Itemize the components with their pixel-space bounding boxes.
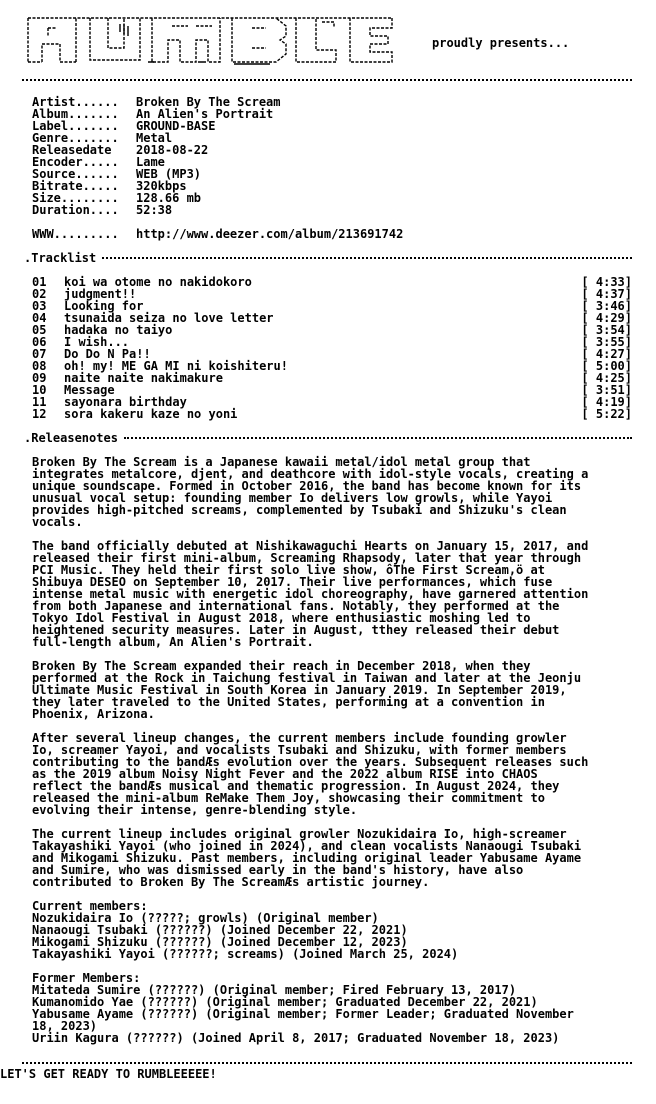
info-value: An Alien's Portrait <box>136 107 274 121</box>
current-members-list: Nozukidaira Io (?????; growls) (Original member) Nanaougi Tsubaki (??????) (Joined December 22, 2021) Mikogami Shizuku (??????) (Joined December 12, 2023) Takayashiki Yayoi (??????; screams) (Joined March 25, 2024) <box>32 911 459 961</box>
releasenotes-heading <box>24 432 632 444</box>
tracklist-rule <box>102 257 632 259</box>
tracklist-heading <box>24 252 632 264</box>
info-row <box>32 204 281 216</box>
track-duration: [ 3:46] <box>581 299 632 313</box>
tracklist-title: .Tracklist <box>24 251 97 265</box>
info-value: Metal <box>136 131 173 145</box>
info-value: 52:38 <box>136 203 173 217</box>
info-label: Duration.... <box>32 203 119 217</box>
info-label: Encoder..... <box>32 155 119 169</box>
track-number: 09 <box>32 371 47 385</box>
www-link[interactable]: http://www.deezer.com/album/213691742 <box>136 227 404 241</box>
former-members-heading: Former Members: <box>32 971 141 985</box>
track-title: naite naite nakimakure <box>64 371 223 385</box>
track-row <box>32 408 632 420</box>
www-label: WWW......... <box>32 227 119 241</box>
track-number: 12 <box>32 407 47 421</box>
www-row <box>32 228 403 240</box>
rumble-logo <box>20 14 400 66</box>
track-duration: [ 4:29] <box>581 311 632 325</box>
info-label: Label....... <box>32 119 119 133</box>
track-number: 08 <box>32 359 47 373</box>
divider-top <box>22 79 632 81</box>
track-title: hadaka no taiyo <box>64 323 173 337</box>
release-info <box>32 96 281 216</box>
track-number: 06 <box>32 335 47 349</box>
releasenotes-rule <box>124 437 632 439</box>
track-title: Message <box>64 383 115 397</box>
track-title: judgment!! <box>64 287 137 301</box>
info-value: 128.66 mb <box>136 191 202 205</box>
track-duration: [ 3:55] <box>581 335 632 349</box>
track-title: Do Do N Pa!! <box>64 347 151 361</box>
track-duration: [ 4:19] <box>581 395 632 409</box>
info-label: Size........ <box>32 191 119 205</box>
info-label: Releasedate <box>32 143 112 157</box>
releasenotes-title: .Releasenotes <box>24 431 118 445</box>
track-duration: [ 5:00] <box>581 359 632 373</box>
info-value: Broken By The Scream <box>136 95 281 109</box>
track-number: 11 <box>32 395 47 409</box>
track-title: sayonara birthday <box>64 395 187 409</box>
info-label: Artist...... <box>32 95 119 109</box>
notes-paragraph-4: After several lineup changes, the current members include founding growler Io, screamer Yayoi, and vocalists Tsubaki and Shizuku, with former members contributing to the bandÆs evolution over the years. Subsequent releases such as the 2019 album Noisy Night Fever and the 2022 album RISE into CHAOS reflect the bandÆs musical and thematic progression. In August 2024, they released the mini-album ReMake Them Joy, showcasing their commitment to evolving their intense, genre-blending style. <box>32 731 589 817</box>
track-duration: [ 4:25] <box>581 371 632 385</box>
track-number: 02 <box>32 287 47 301</box>
info-value: GROUND-BASE <box>136 119 216 133</box>
former-members-list: Mitateda Sumire (??????) (Original member; Fired February 13, 2017) Kumanomido Yae (??????) (Original member; Graduated December 22, 2021) Yabusame Ayame (??????) (Original member; Former Leader; Graduated November 18, 2023) Uriin Kagura (??????) (Joined April 8, 2017; Graduated November 18, 2023) <box>32 983 574 1045</box>
notes-paragraph-3: Broken By The Scream expanded their reach in December 2018, when they performed at the Rock in Taichung festival in Taiwan and later at the Jeonju Ultimate Music Festival in South Korea in January 2019. In September 2019, they later traveled to the United States, performing at a convention in Phoenix, Arizona. <box>32 659 582 721</box>
track-title: koi wa otome no nakidokoro <box>64 275 252 289</box>
track-title: sora kakeru kaze no yoni <box>64 407 238 421</box>
track-duration: [ 4:37] <box>581 287 632 301</box>
tagline: proudly presents... <box>432 36 570 50</box>
current-members-heading: Current members: <box>32 899 148 913</box>
track-duration: [ 4:27] <box>581 347 632 361</box>
track-number: 07 <box>32 347 47 361</box>
info-label: Genre....... <box>32 131 119 145</box>
info-label: Source...... <box>32 167 119 181</box>
notes-paragraph-2: The band officially debuted at Nishikawaguchi Hearts on January 15, 2017, and released their first mini-album, Screaming Rhapsody, later that year through PCI Music. They held their first solo live show, ôThe First Scream,ö at Shibuya DESEO on September 10, 2017. Their live performances, which fuse intense metal music with energetic idol choreography, have garnered attention from both Japanese and international fans. Notably, they performed at the Tokyo Idol Festival in August 2018, where enthusiastic moshing led to heightened security measures. Later in August, tthey released their debut full-length album, An Alien's Portrait. <box>32 539 589 649</box>
notes-paragraph-1: Broken By The Scream is a Japanese kawaii metal/idol metal group that integrates metalcore, djent, and deathcore with idol-style vocals, creating a unique soundscape. Formed in October 2016, the band has become known for its unusual vocal setup: founding member Io delivers low growls, while Yayoi provides high-pitched screams, complemented by Tsubaki and Shizuku's clean vocals. <box>32 455 589 529</box>
footer-slogan: LET'S GET READY TO RUMBLEEEEE! <box>0 1067 217 1081</box>
track-title: tsunaida seiza no love letter <box>64 311 274 325</box>
info-value: WEB (MP3) <box>136 167 202 181</box>
info-value: 2018-08-22 <box>136 143 209 157</box>
track-number: 03 <box>32 299 47 313</box>
info-value: Lame <box>136 155 165 169</box>
track-duration: [ 3:54] <box>581 323 632 337</box>
divider-bottom <box>22 1062 632 1064</box>
track-title: oh! my! ME GA MI ni koishiteru! <box>64 359 288 373</box>
track-title: Looking for <box>64 299 144 313</box>
track-title: I wish... <box>64 335 130 349</box>
track-number: 10 <box>32 383 47 397</box>
track-duration: [ 5:22] <box>581 407 632 421</box>
track-number: 05 <box>32 323 47 337</box>
track-number: 04 <box>32 311 47 325</box>
track-duration: [ 3:51] <box>581 383 632 397</box>
track-number: 01 <box>32 275 47 289</box>
info-value: 320kbps <box>136 179 187 193</box>
info-label: Bitrate..... <box>32 179 119 193</box>
notes-paragraph-5: The current lineup includes original growler Nozukidaira Io, high-screamer Takayashiki Yayoi (who joined in 2024), and clean vocalists Nanaougi Tsubaki and Mikogami Shizuku. Past members, including original leader Yabusame Ayame and Sumire, who was dismissed early in the band's history, have also contributed to Broken By The ScreamÆs artistic journey. <box>32 827 582 889</box>
info-label: Album....... <box>32 107 119 121</box>
track-duration: [ 4:33] <box>581 275 632 289</box>
track-row <box>32 372 632 384</box>
tracklist <box>32 276 632 420</box>
